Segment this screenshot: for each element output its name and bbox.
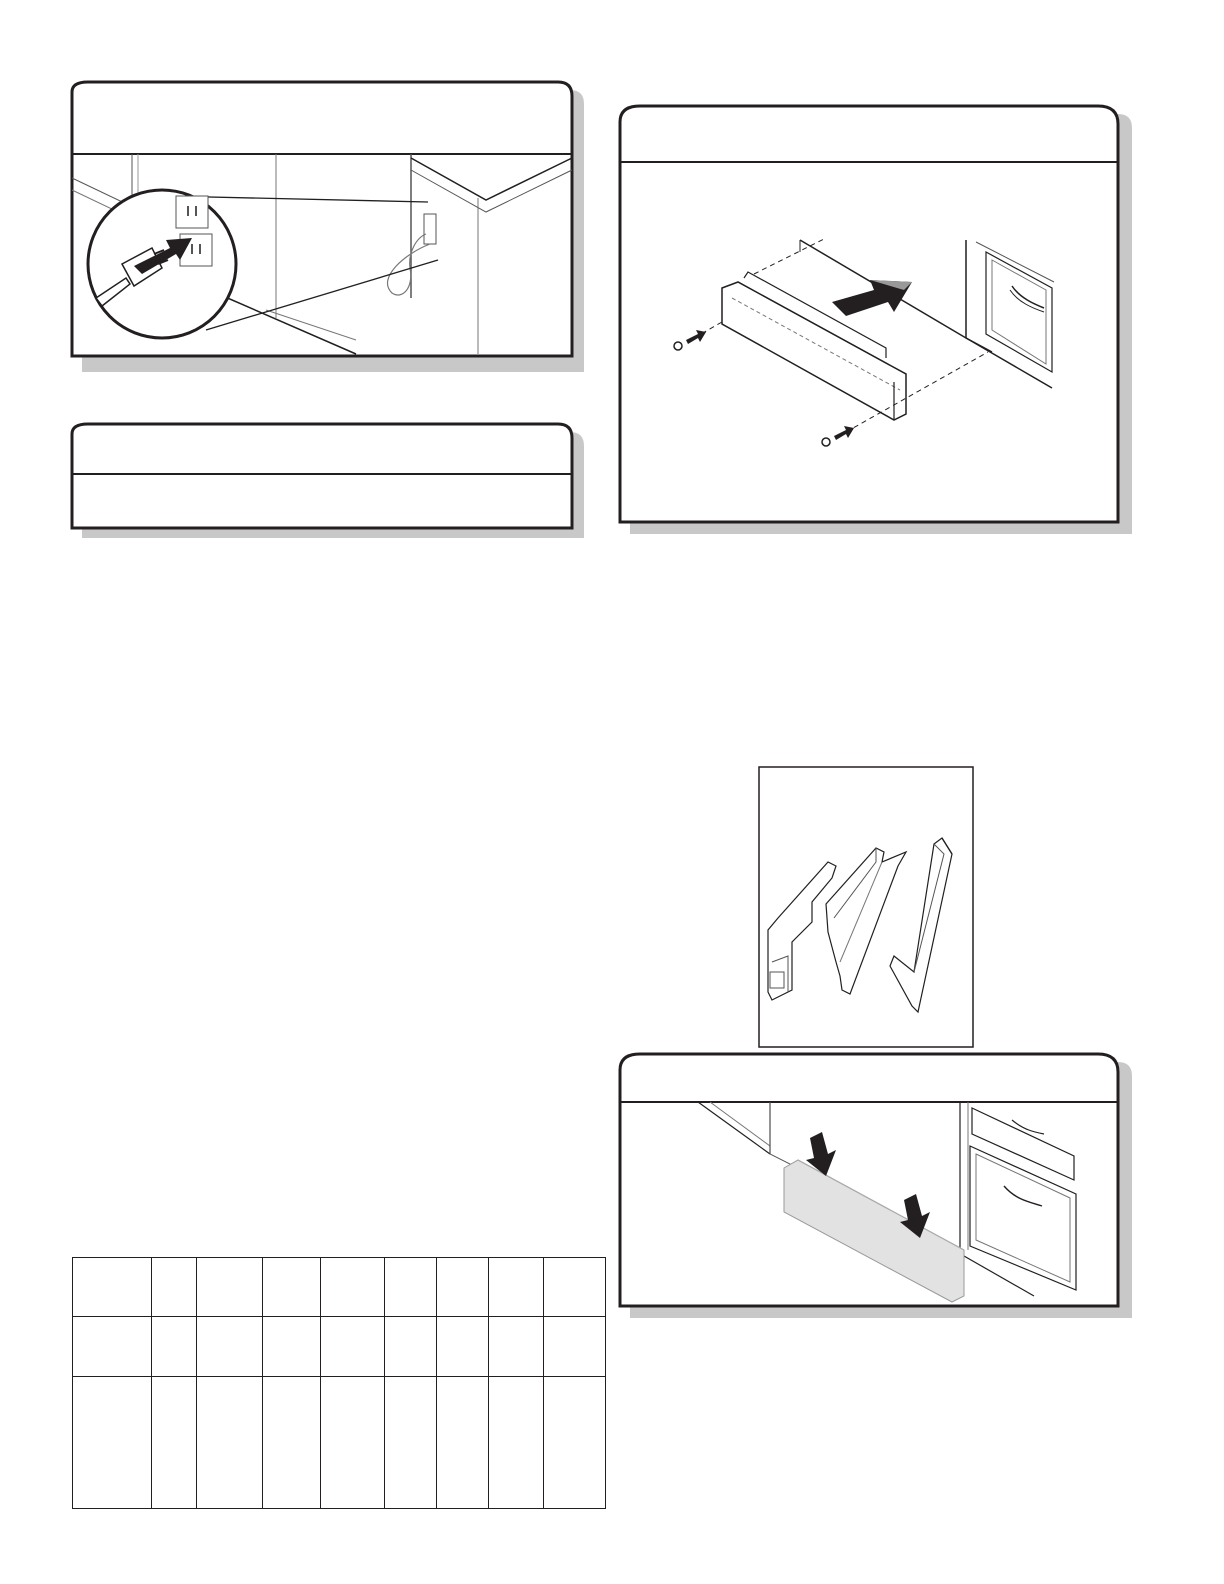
table-cell xyxy=(321,1258,385,1317)
table-cell xyxy=(489,1258,544,1317)
table-cell xyxy=(385,1258,437,1317)
table-cell xyxy=(544,1258,606,1317)
table-cell xyxy=(152,1377,197,1509)
table-cell xyxy=(544,1377,606,1509)
table-cell xyxy=(263,1258,321,1317)
table-row xyxy=(73,1317,606,1377)
table-row xyxy=(73,1377,606,1509)
table-cell xyxy=(437,1317,489,1377)
table-cell xyxy=(489,1317,544,1377)
table-cell xyxy=(73,1258,152,1317)
table-cell xyxy=(544,1317,606,1377)
table-cell xyxy=(321,1377,385,1509)
table-cell xyxy=(73,1377,152,1509)
panel-toe-kick-install xyxy=(614,1050,1134,1318)
panel-toe-kick-bracket xyxy=(614,102,1134,534)
table-cell xyxy=(197,1258,263,1317)
table-cell xyxy=(321,1317,385,1377)
table-row xyxy=(73,1258,606,1317)
table-cell xyxy=(197,1317,263,1377)
panel-power-cord-outlet xyxy=(66,78,586,373)
table-cell xyxy=(152,1258,197,1317)
spec-table xyxy=(72,1257,606,1509)
toe-kick-parts-figure xyxy=(758,766,976,1050)
table-cell xyxy=(437,1258,489,1317)
table-cell xyxy=(197,1377,263,1509)
table-cell xyxy=(437,1377,489,1509)
table-cell xyxy=(152,1317,197,1377)
table-cell xyxy=(385,1317,437,1377)
table-cell xyxy=(489,1377,544,1509)
table-cell xyxy=(73,1317,152,1377)
table-cell xyxy=(263,1377,321,1509)
panel-blank-step xyxy=(66,420,586,540)
table-cell xyxy=(385,1377,437,1509)
table-cell xyxy=(263,1317,321,1377)
